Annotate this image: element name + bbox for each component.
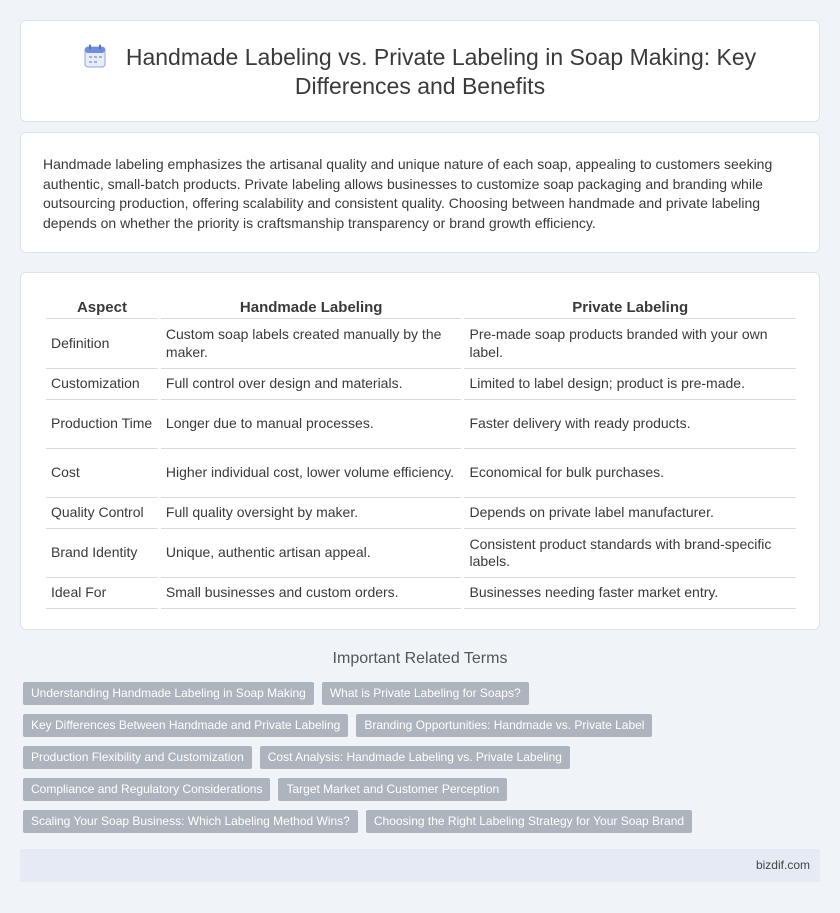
- related-term-tag[interactable]: What is Private Labeling for Soaps?: [322, 682, 529, 705]
- table-cell: Customization: [46, 369, 158, 400]
- related-term-tag[interactable]: Cost Analysis: Handmade Labeling vs. Private Labeling: [260, 746, 570, 769]
- table-cell: Full control over design and materials.: [161, 369, 462, 400]
- table-row: [46, 369, 796, 400]
- table-cell: Higher individual cost, lower volume efficiency.: [161, 449, 462, 498]
- column-header-aspect: Aspect: [46, 293, 158, 319]
- table-cell: Unique, authentic artisan appeal.: [161, 529, 462, 578]
- comparison-table: [43, 293, 799, 609]
- table-row: [46, 449, 796, 498]
- table-cell: Limited to label design; product is pre-made.: [464, 369, 796, 400]
- table-row: [46, 400, 796, 449]
- page-title-wrap: [81, 43, 759, 101]
- table-row: [46, 529, 796, 578]
- page-title: Handmade Labeling vs. Private Labeling in Soap Making: Key Differences and Benefits: [125, 44, 757, 99]
- document-icon: [84, 44, 106, 68]
- table-row: [46, 319, 796, 369]
- table-cell: Full quality oversight by maker.: [161, 498, 462, 529]
- table-cell: Production Time: [46, 400, 158, 449]
- column-header-handmade: Handmade Labeling: [161, 293, 462, 319]
- table-cell: Longer due to manual processes.: [161, 400, 462, 449]
- table-cell: Cost: [46, 449, 158, 498]
- footer-site-link[interactable]: bizdif.com: [755, 858, 810, 872]
- related-term-tag[interactable]: Understanding Handmade Labeling in Soap Making: [23, 682, 314, 705]
- related-term-tag[interactable]: Choosing the Right Labeling Strategy for Your Soap Brand: [366, 810, 692, 833]
- related-term-tag[interactable]: Compliance and Regulatory Considerations: [23, 778, 270, 801]
- table-cell: Pre-made soap products branded with your own label.: [464, 319, 796, 369]
- related-term-tag[interactable]: Key Differences Between Handmade and Private Labeling: [23, 714, 348, 737]
- related-term-tag[interactable]: Branding Opportunities: Handmade vs. Private Label: [356, 714, 652, 737]
- table-cell: Definition: [46, 319, 158, 369]
- footer-bar: [20, 849, 820, 882]
- column-header-private: Private Labeling: [464, 293, 796, 319]
- table-cell: Small businesses and custom orders.: [161, 578, 462, 609]
- header-card: [20, 20, 820, 122]
- table-cell: Depends on private label manufacturer.: [464, 498, 796, 529]
- related-term-tag[interactable]: Target Market and Customer Perception: [278, 778, 507, 801]
- table-header-row: [46, 293, 796, 319]
- table-cell: Consistent product standards with brand-specific labels.: [464, 529, 796, 578]
- table-cell: Brand Identity: [46, 529, 158, 578]
- intro-paragraph: Handmade labeling emphasizes the artisanal quality and unique nature of each soap, appealing to customers seeking authentic, small-batch products. Private labeling allows businesses to customize soap packaging and branding while outsourcing production, offering scalability and consistent quality. Choosing between handmade and private labeling depends on whether the priority is craftsmanship transparency or brand growth efficiency.: [43, 156, 773, 231]
- table-cell: Businesses needing faster market entry.: [464, 578, 796, 609]
- table-cell: Quality Control: [46, 498, 158, 529]
- related-terms-heading: Important Related Terms: [332, 650, 508, 667]
- related-term-tag[interactable]: Scaling Your Soap Business: Which Labeling Method Wins?: [23, 810, 358, 833]
- related-term-tag[interactable]: Production Flexibility and Customization: [23, 746, 252, 769]
- table-cell: Custom soap labels created manually by the maker.: [161, 319, 462, 369]
- table-row: [46, 578, 796, 609]
- intro-card: [20, 132, 820, 253]
- comparison-table-card: [20, 272, 820, 630]
- related-terms-list: [23, 682, 783, 833]
- table-cell: Economical for bulk purchases.: [464, 449, 796, 498]
- table-cell: Ideal For: [46, 578, 158, 609]
- table-cell: Faster delivery with ready products.: [464, 400, 796, 449]
- table-row: [46, 498, 796, 529]
